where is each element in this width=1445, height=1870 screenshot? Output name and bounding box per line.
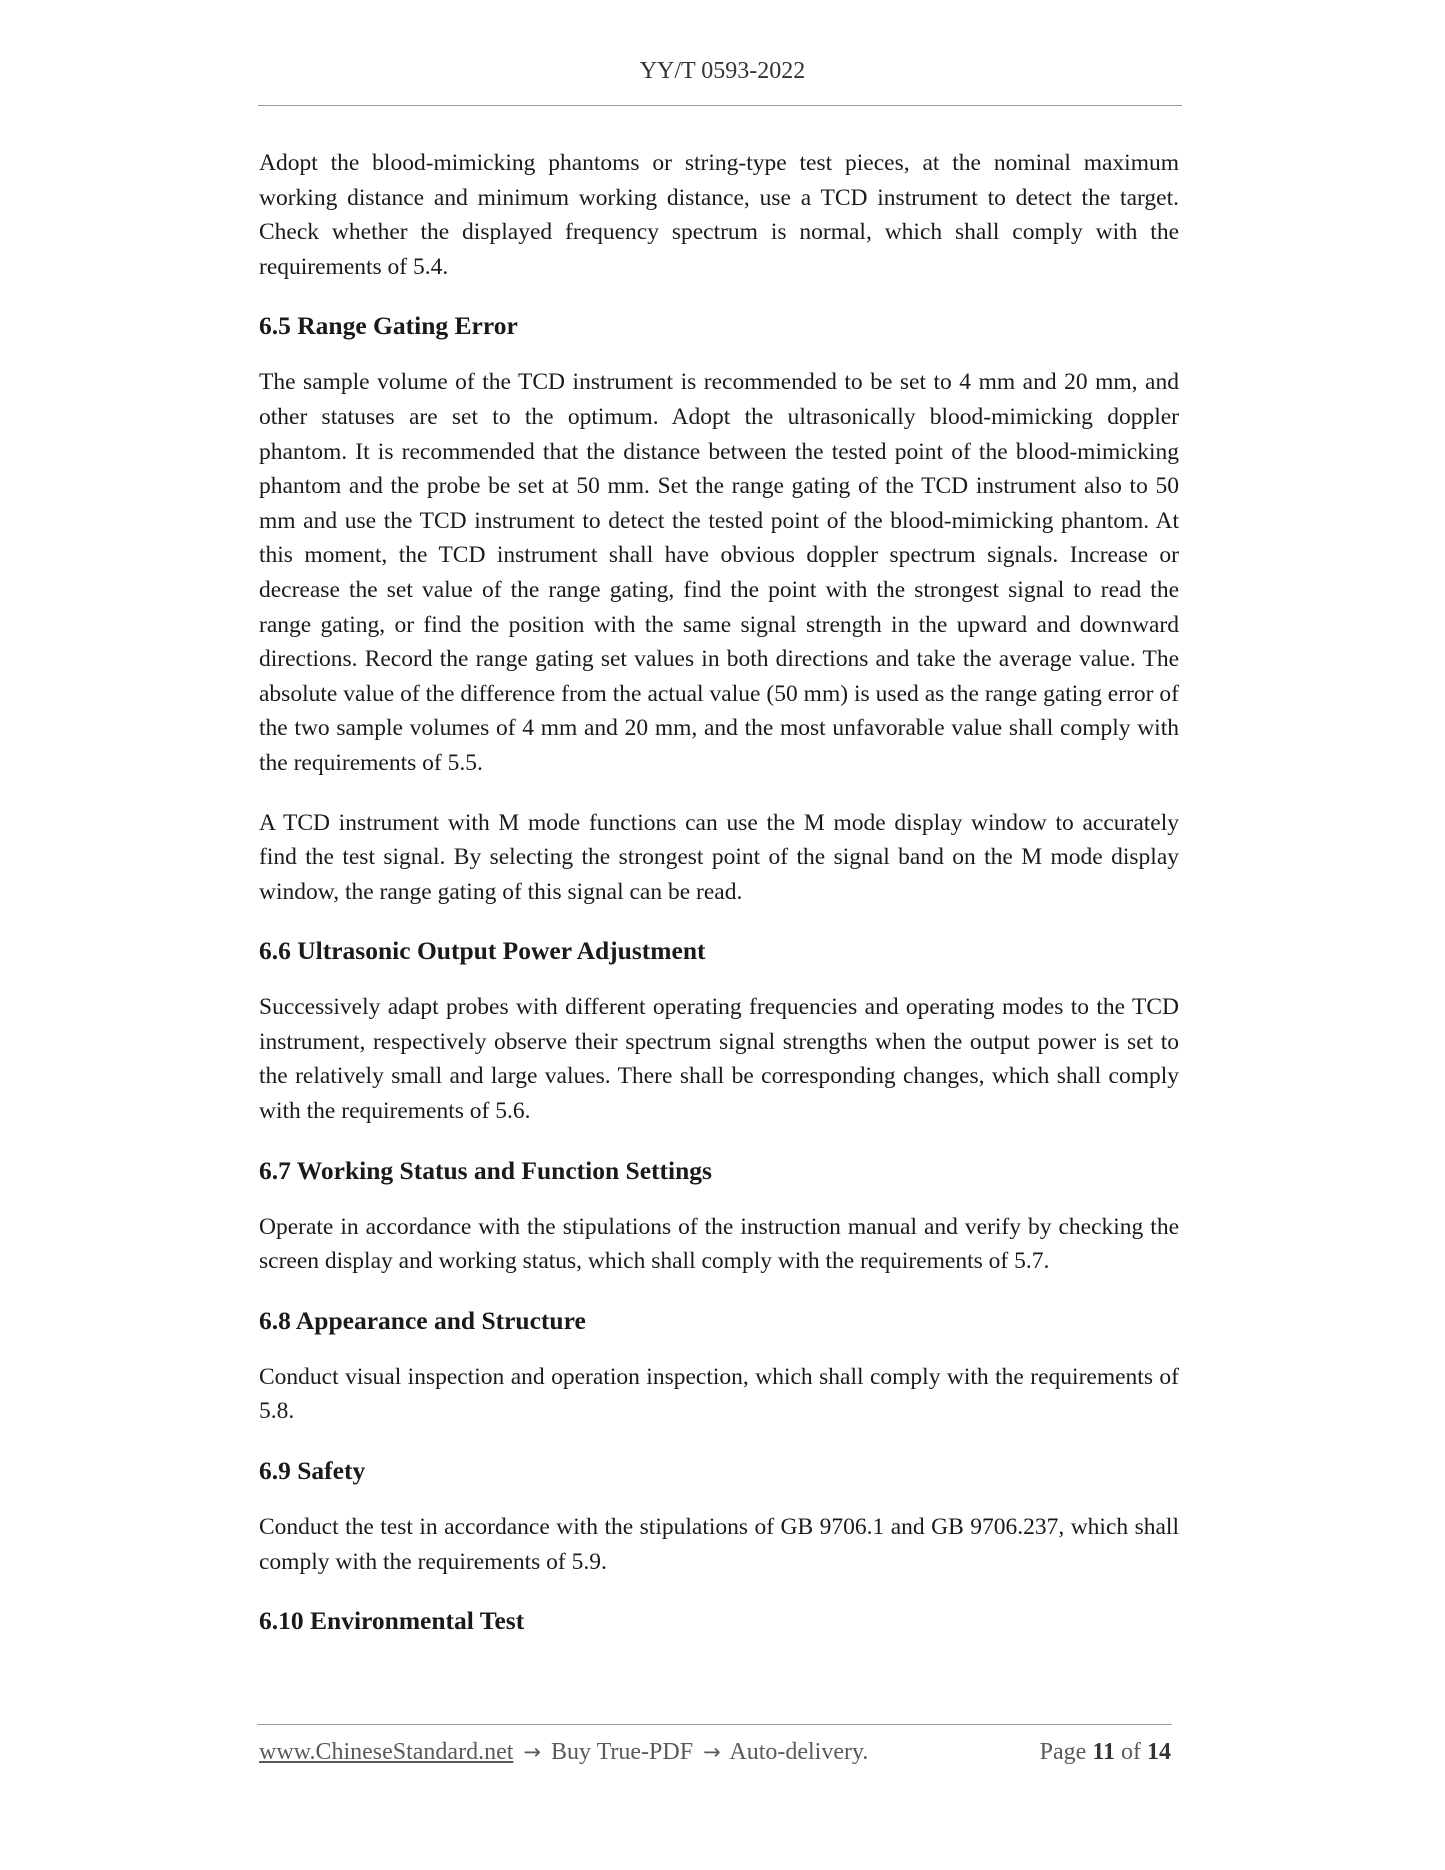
page-footer: [259, 1739, 1171, 1766]
page-of-label: of: [1121, 1739, 1141, 1765]
paragraph-range-gating-method: The sample volume of the TCD instrument is recommended to be set to 4 mm and 20 mm, and other statuses are set to the optimum. Adopt the ultrasonically blood-mimicking doppler phantom. It is recommended that the distance between the tested point of the blood-mimicking phantom and the probe be set at 50 mm. Set the range gating of the TCD instrument also to 50 mm and use the TCD instrument to detect the tested point of the blood-mimicking phantom. At this moment, the TCD instrument shall have obvious doppler spectrum signals. Increase or decrease the set value of the range gating, find the point with the strongest signal to read the range gating, or find the position with the same signal strength in the upward and downward directions. Record the range gating set values in both directions and take the average value. The absolute value of the difference from the actual value (50 mm) is used as the range gating error of the two sample volumes of 4 mm and 20 mm, and the most unfavorable value shall comply with the requirements of 5.5.: [259, 369, 1179, 776]
page-label: Page: [1039, 1739, 1087, 1765]
footer-links: [259, 1739, 868, 1766]
paragraph-safety: Conduct the test in accordance with the stipulations of GB 9706.1 and GB 9706.237, which shall comply with the requirements of 5.9.: [259, 1514, 1179, 1575]
buy-true-pdf-text: Buy True-PDF: [551, 1739, 694, 1765]
paragraph-working-status: Operate in accordance with the stipulations of the instruction manual and verify by checking the screen display and working status, which shall comply with the requirements of 5.7.: [259, 1213, 1179, 1275]
section-heading-6-9: 6.9 Safety: [259, 1456, 366, 1486]
current-page-number: 11: [1092, 1739, 1115, 1765]
section-heading-6-7: 6.7 Working Status and Function Settings: [259, 1155, 712, 1185]
paragraph-appearance: Conduct visual inspection and operation inspection, which shall comply with the requirements of 5.8.: [259, 1363, 1179, 1425]
auto-delivery-text: Auto-delivery.: [729, 1739, 869, 1765]
page-body: [259, 146, 1179, 1660]
arrow-right-icon: →: [703, 1740, 721, 1764]
section-heading-6-8: 6.8 Appearance and Structure: [259, 1305, 586, 1335]
header-divider: [258, 105, 1182, 106]
footer-divider: [257, 1724, 1172, 1725]
paragraph-m-mode: A TCD instrument with M mode functions can use the M mode display window to accurately find the test signal. By selecting the strongest point of the signal band on the M mode display window, the range gating of this signal can be read.: [259, 809, 1179, 905]
total-page-number: 14: [1147, 1739, 1171, 1765]
document-code-header: YY/T 0593-2022: [639, 58, 806, 84]
arrow-right-icon: →: [523, 1740, 541, 1764]
section-heading-6-10: 6.10 Environmental Test: [259, 1606, 525, 1636]
section-heading-6-6: 6.6 Ultrasonic Output Power Adjustment: [259, 936, 706, 966]
section-heading-6-5: 6.5 Range Gating Error: [259, 311, 518, 341]
paragraph-output-power: Successively adapt probes with different operating frequencies and operating modes to the TCD instrument, respectively observe their spectrum signal strengths when the output power is set to the relatively small and large values. There shall be corresponding changes, which shall comply with the requirements of 5.6.: [259, 994, 1179, 1125]
paragraph-6-4-method: Adopt the blood-mimicking phantoms or string-type test pieces, at the nominal maximum working distance and minimum working distance, use a TCD instrument to detect the target. Check whether the displayed frequency spectrum is normal, which shall comply with the requirements of 5.4.: [259, 150, 1179, 280]
page-counter: [1040, 1739, 1171, 1766]
chinese-standard-link[interactable]: www.ChineseStandard.net: [259, 1739, 514, 1765]
